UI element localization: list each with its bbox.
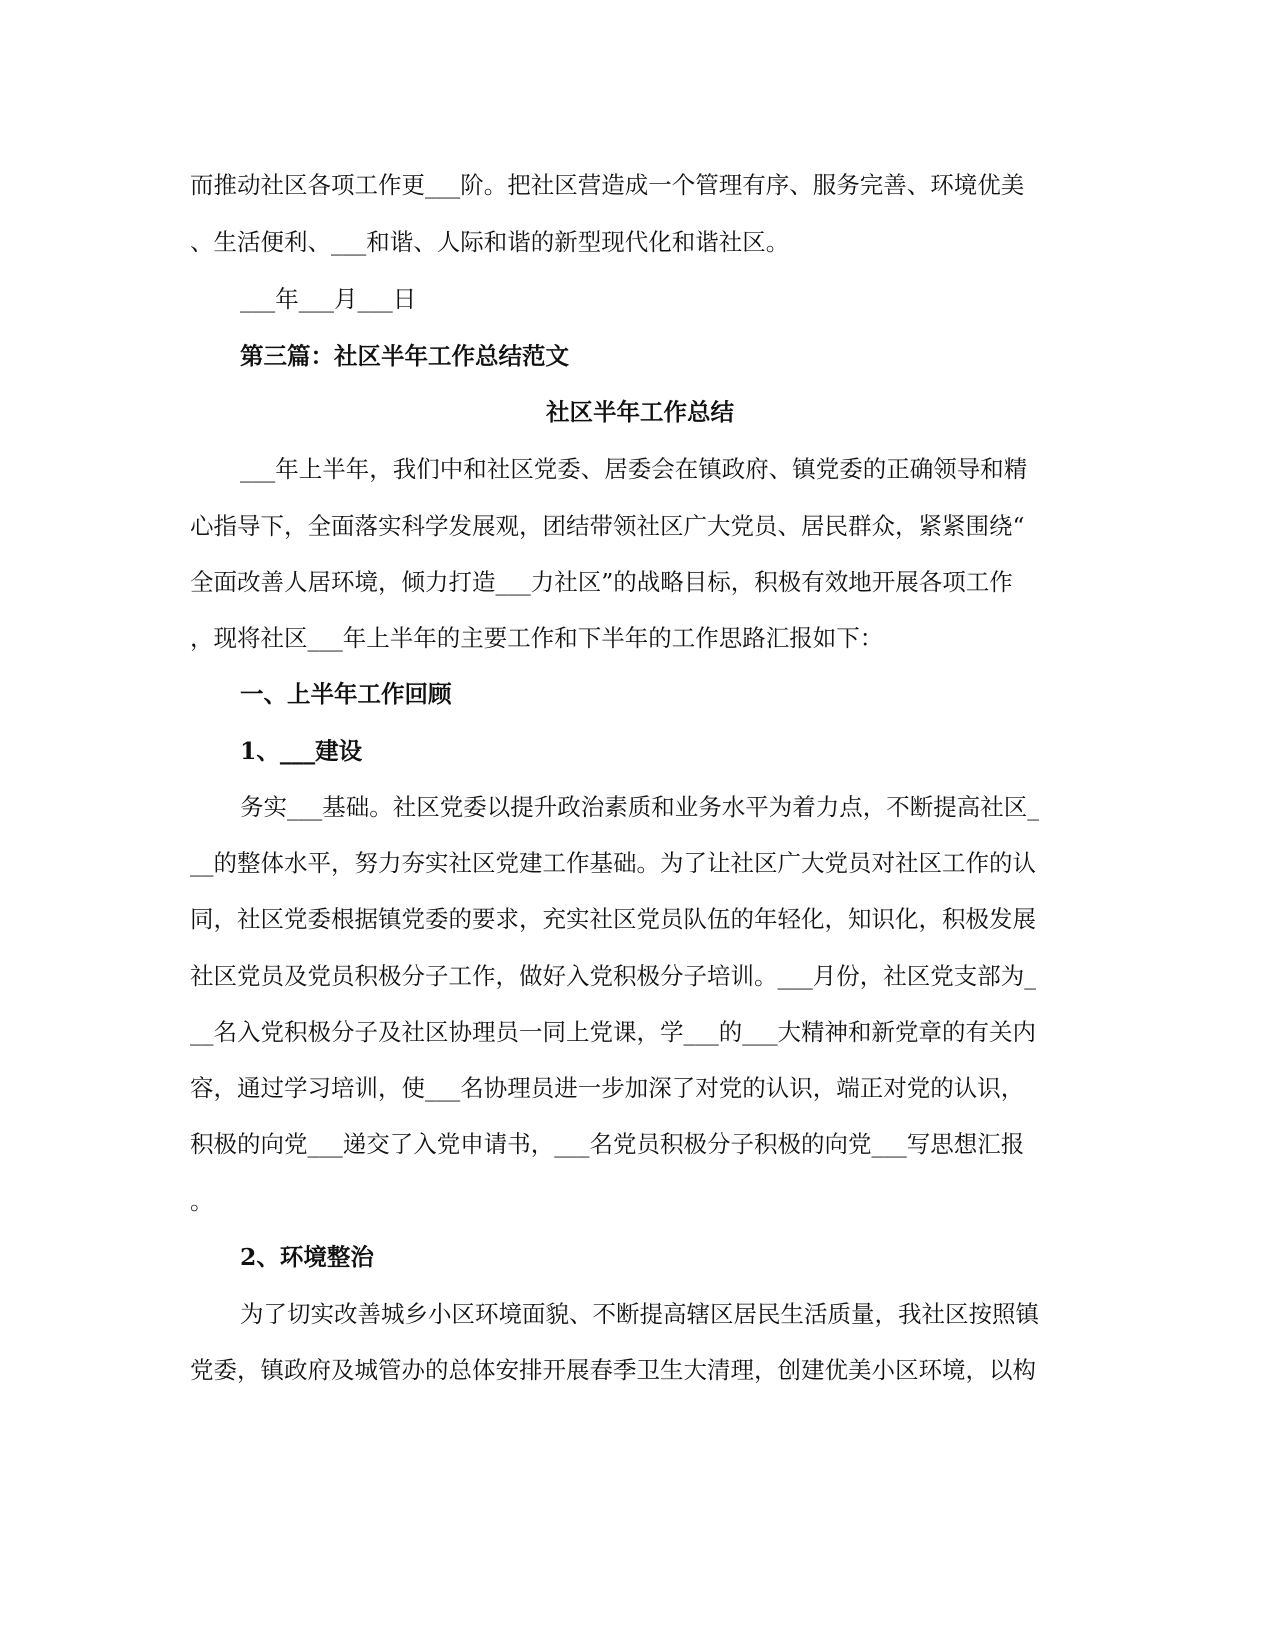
item-heading: 2、环境整治 bbox=[240, 1243, 374, 1271]
paragraph-line: 为了切实改善城乡小区环境面貌、不断提高辖区居民生活质量，我社区按照镇 bbox=[240, 1300, 1039, 1328]
paragraph-line: __的整体水平，努力夯实社区党建工作基础。为了让社区广大党员对社区工作的认 bbox=[190, 849, 1036, 877]
paragraph-line: ___年上半年，我们中和社区党委、居委会在镇政府、镇党委的正确领导和精 bbox=[240, 455, 1028, 483]
paragraph-line: 心指导下，全面落实科学发展观，团结带领社区广大党员、居民群众，紧紧围绕“ bbox=[190, 512, 1025, 540]
subsection-heading: 一、上半年工作回顾 bbox=[240, 680, 452, 708]
item-heading: 1、___建设 bbox=[240, 737, 363, 765]
paragraph-line: 容，通过学习培训，使___名协理员进一步加深了对党的认识，端正对党的认识， bbox=[190, 1074, 1025, 1102]
paragraph-line: 社区党员及党员积极分子工作，做好入党积极分子培训。___月份，社区党支部为_ bbox=[190, 962, 1036, 990]
paragraph-line: 、生活便利、___和谐、人际和谐的新型现代化和谐社区。 bbox=[190, 228, 790, 256]
paragraph-line: 积极的向党___递交了入党申请书，___名党员积极分子积极的向党___写思想汇报 bbox=[190, 1130, 1025, 1158]
document-title: 社区半年工作总结 bbox=[546, 398, 734, 426]
section-heading: 第三篇：社区半年工作总结范文 bbox=[240, 342, 569, 370]
paragraph-line: ，现将社区___年上半年的主要工作和下半年的工作思路汇报如下： bbox=[190, 624, 884, 652]
paragraph-line: 同，社区党委根据镇党委的要求，充实社区党员队伍的年轻化，知识化，积极发展 bbox=[190, 905, 1036, 933]
paragraph-line: 党委，镇政府及城管办的总体安排开展春季卫生大清理，创建优美小区环境，以构 bbox=[190, 1356, 1036, 1384]
paragraph-line: 务实___基础。社区党委以提升政治素质和业务水平为着力点，不断提高社区_ bbox=[240, 793, 1039, 821]
paragraph-line: 全面改善人居环境，倾力打造___力社区”的战略目标，积极有效地开展各项工作 bbox=[190, 568, 1013, 596]
paragraph-line: 。 bbox=[190, 1187, 214, 1215]
paragraph-line: 而推动社区各项工作更___阶。把社区营造成一个管理有序、服务完善、环境优美 bbox=[190, 171, 1025, 199]
date-line: ___年___月___日 bbox=[240, 285, 417, 313]
paragraph-line: __名入党积极分子及社区协理员一同上党课，学___的___大精神和新党章的有关内 bbox=[190, 1018, 1036, 1046]
